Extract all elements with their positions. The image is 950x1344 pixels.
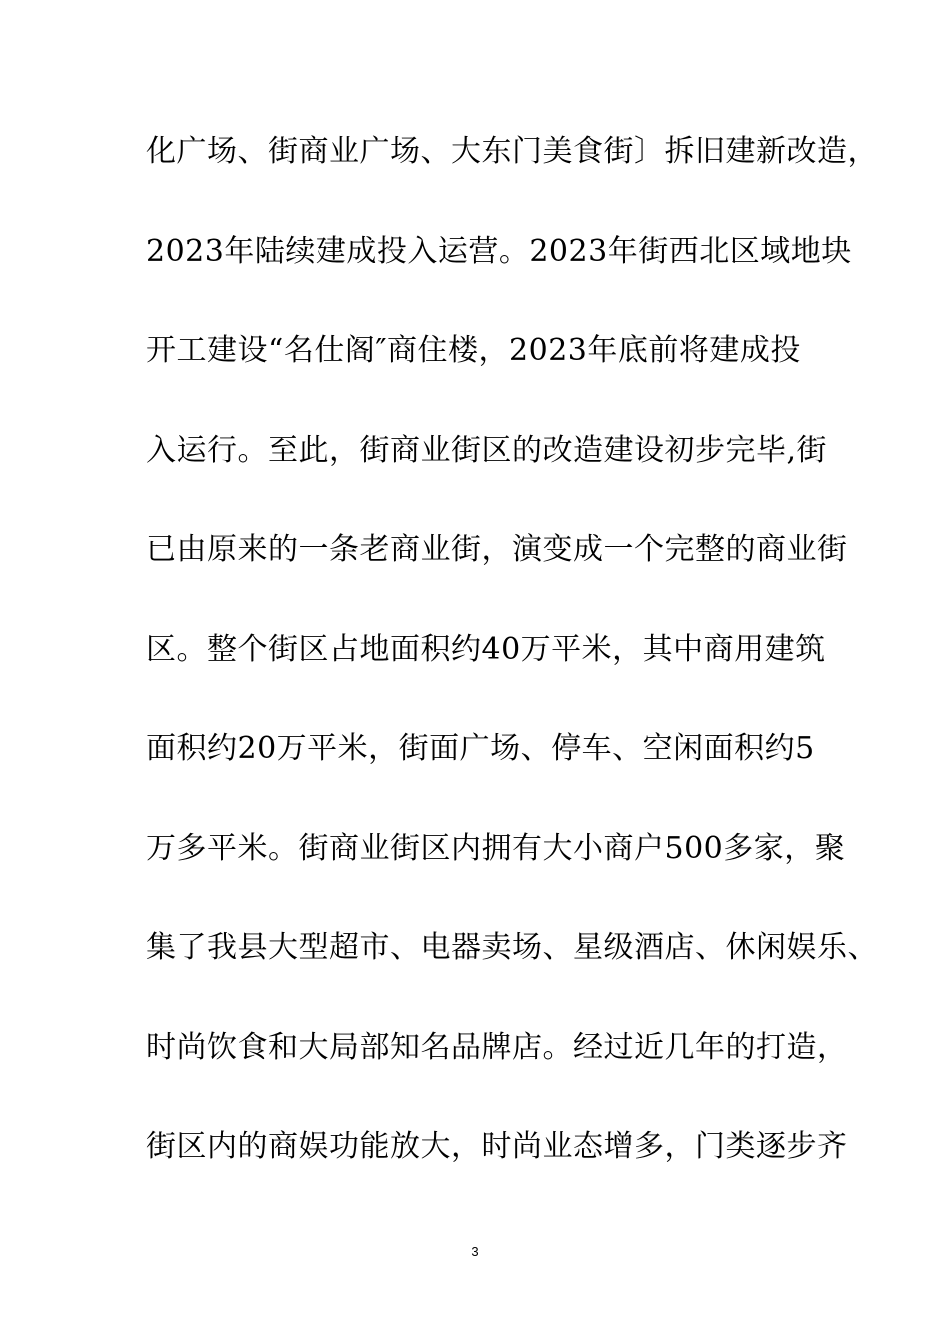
text-line: 区。整个街区占地面积约40万平米，其中商用建筑 bbox=[146, 631, 826, 667]
body-text bbox=[146, 125, 878, 1220]
text-line: 街区内的商娱功能放大，时尚业态增多，门类逐步齐 bbox=[146, 1129, 848, 1164]
text-line: 2023年陆续建成投入运营。2023年街西北区域地块 bbox=[146, 233, 852, 269]
text-line: 面积约20万平米，街面广场、停车、空闲面积约5 bbox=[146, 731, 815, 766]
text-line: 入运行。至此，街商业街区的改造建设初步完毕,街 bbox=[146, 432, 828, 468]
text-line: 集了我县大型超市、电器卖场、星级酒店、休闲娱乐、 bbox=[146, 930, 878, 965]
text-line: 化广场、街商业广场、大东门美食街〕拆旧建新改造， bbox=[146, 134, 878, 169]
page-number: 3 bbox=[471, 1244, 479, 1259]
text-line: 时尚饮食和大局部知名品牌店。经过近几年的打造， bbox=[146, 1029, 848, 1065]
text-line: 已由原来的一条老商业街，演变成一个完整的商业街 bbox=[146, 532, 848, 567]
text-line: 开工建设“名仕阁″商住楼，2023年底前将建成投 bbox=[146, 333, 801, 368]
text-line: 万多平米。街商业街区内拥有大小商户500多家，聚 bbox=[146, 830, 846, 866]
